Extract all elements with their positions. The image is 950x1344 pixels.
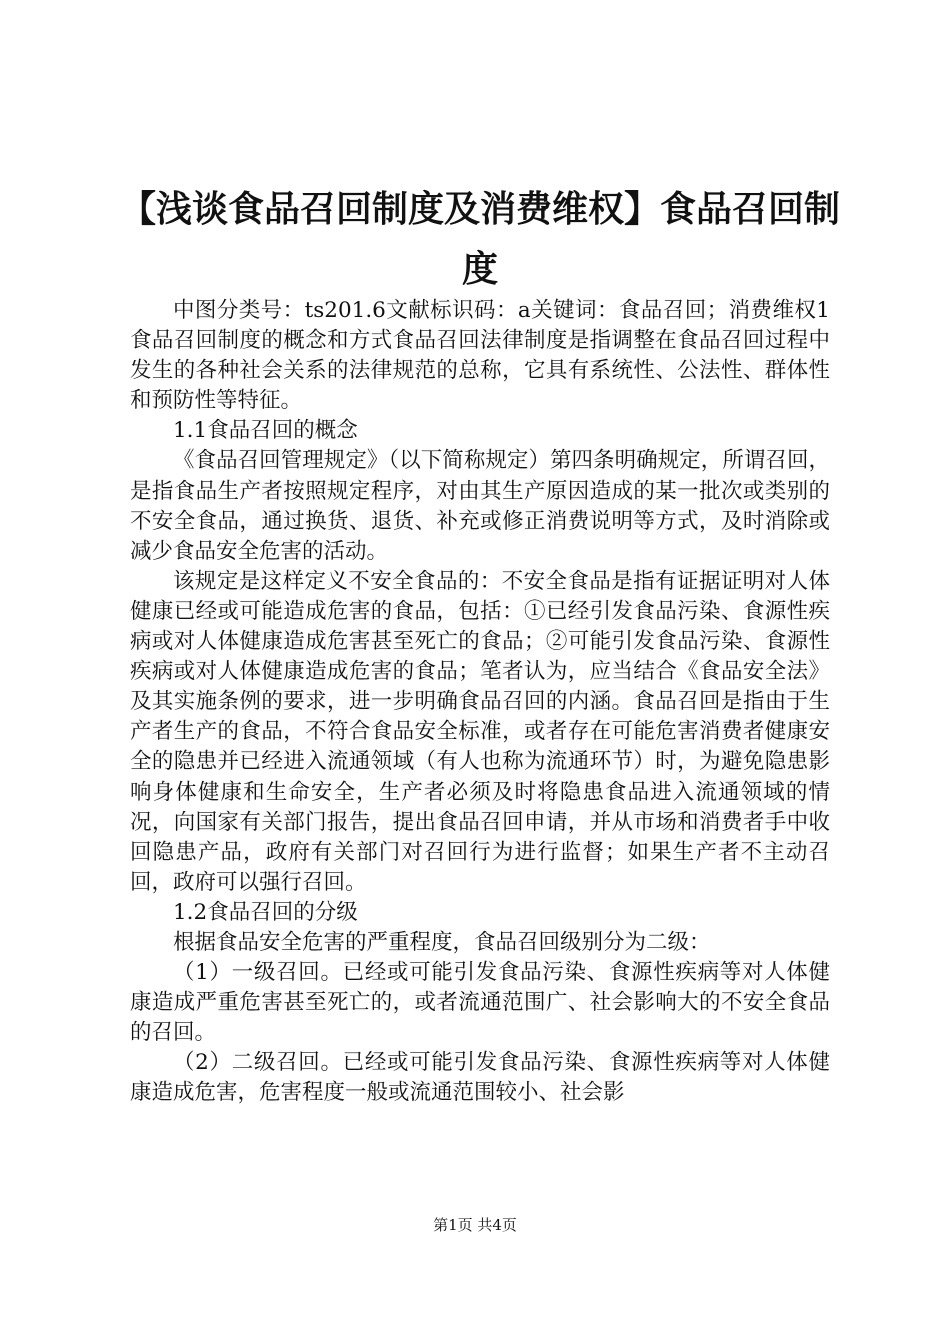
page-number-footer: 第1页 共4页	[433, 1216, 517, 1234]
paragraph-level-two: （2）二级召回。已经或可能引发食品污染、食源性疾病等对人体健康造成危害，危害程度一般或流通范围较小、社会影	[130, 1050, 830, 1106]
section-heading-1-1: 1.1食品召回的概念	[173, 418, 358, 444]
paragraph-intro: 中图分类号：ts201.6文献标识码：a关键词：食品召回；消费维权1食品召回制度的概念和方式食品召回法律制度是指调整在食品召回过程中发生的各种社会关系的法律规范的总称，它具有系统性、公法性、群体性和预防性等特征。	[130, 298, 830, 414]
document-title: 【浅谈食品召回制度及消费维权】食品召回制度	[120, 189, 841, 290]
paragraph-level-one: （1）一级召回。已经或可能引发食品污染、食源性疾病等对人体健康造成严重危害甚至死亡的，或者流通范围广、社会影响大的不安全食品的召回。	[130, 960, 830, 1046]
paragraph-unsafe-food: 该规定是这样定义不安全食品的：不安全食品是指有证据证明对人体健康已经或可能造成危害的食品，包括：①已经引发食品污染、食源性疾病或对人体健康造成危害甚至死亡的食品；②可能引发食品污染、食源性疾病或对人体健康造成危害的食品；笔者认为，应当结合《食品安全法》及其实施条例的要求，进一步明确食品召回的内涵。食品召回是指由于生产者生产的食品，不符合食品安全标准，或者存在可能危害消费者健康安全的隐患并已经进入流通领域（有人也称为流通环节）时，为避免隐患影响身体健康和生命安全，生产者必须及时将隐患食品进入流通领域的情况，向国家有关部门报告，提出食品召回申请，并从市场和消费者手中收回隐患产品，政府有关部门对召回行为进行监督；如果生产者不主动召回，政府可以强行召回。	[130, 568, 830, 895]
paragraph-recall-definition: 《食品召回管理规定》（以下简称规定）第四条明确规定，所谓召回，是指食品生产者按照规定程序，对由其生产原因造成的某一批次或类别的不安全食品，通过换货、退货、补充或修正消费说明等方式，及时消除或减少食品安全危害的活动。	[130, 448, 830, 564]
document-body	[130, 296, 830, 1109]
paragraph-recall-levels: 根据食品安全危害的严重程度，食品召回级别分为二级：	[173, 929, 711, 955]
section-heading-1-2: 1.2食品召回的分级	[173, 899, 358, 925]
